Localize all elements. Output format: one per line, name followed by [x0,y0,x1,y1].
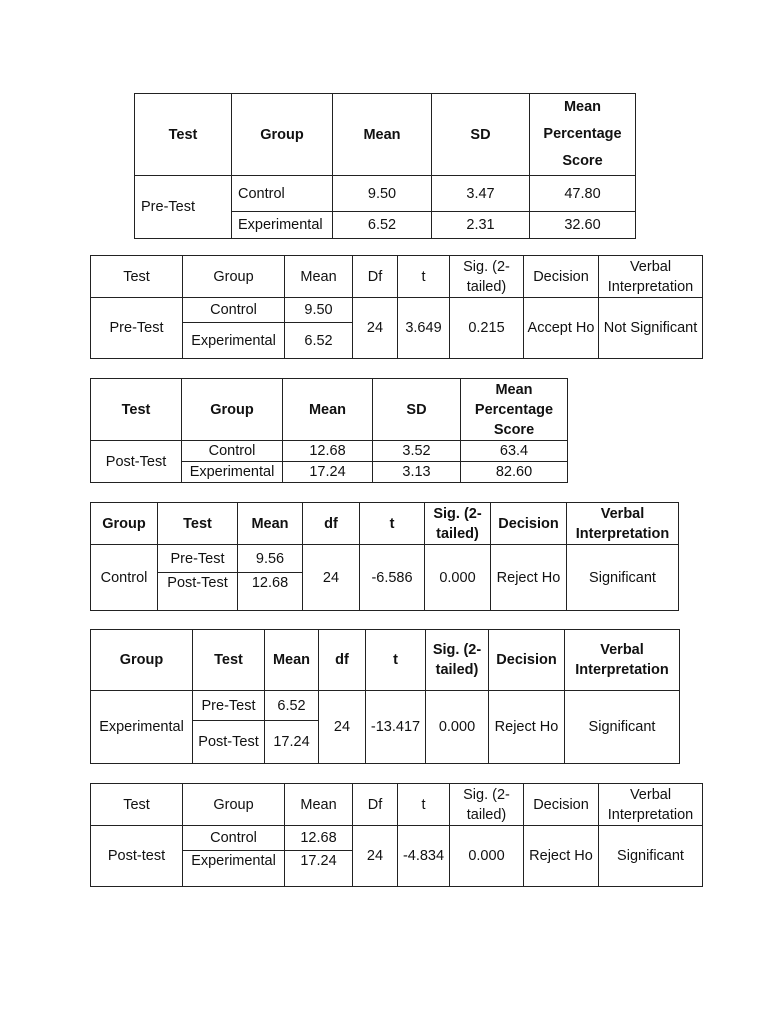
col-header-group: Group [232,94,333,176]
col-header-mean: Mean [285,256,353,298]
header-row [91,784,703,826]
col-header-group: Group [182,379,283,441]
test-cell: Pre-Test [91,298,183,359]
mean-cell: 9.50 [333,176,432,212]
interpretation-cell: Not Significant [599,298,703,359]
col-header-group: Group [91,503,158,545]
col-header-mean: Mean [333,94,432,176]
table-row [91,826,703,851]
mean-cell: 6.52 [333,212,432,239]
col-header-test: Test [91,379,182,441]
mean-cell: 12.68 [238,573,303,611]
mean-cell: 12.68 [283,441,373,462]
experimental-ttest-table [90,629,680,764]
sig-cell: 0.000 [426,691,489,764]
decision-cell: Reject Ho [489,691,565,764]
col-header-interpretation: Verbal Interpretation [565,630,680,691]
mean-cell: 17.24 [265,721,319,764]
col-header-mean: Mean [283,379,373,441]
col-header-interpretation: Verbal Interpretation [567,503,679,545]
mean-cell: 17.24 [285,851,353,887]
df-cell: 24 [353,298,398,359]
pretest-descriptive-table [134,93,636,239]
col-header-t: t [398,784,450,826]
df-cell: 24 [303,545,360,611]
group-cell: Experimental [232,212,333,239]
col-header-decision: Decision [489,630,565,691]
col-header-mean: Mean [265,630,319,691]
col-header-interpretation: Verbal Interpretation [599,784,703,826]
col-header-decision: Decision [491,503,567,545]
col-header-sd: SD [373,379,461,441]
sig-cell: 0.000 [425,545,491,611]
header-row [91,256,703,298]
sd-cell: 3.13 [373,462,461,483]
col-header-t: t [398,256,450,298]
col-header-test: Test [193,630,265,691]
col-header-sig: Sig. (2-tailed) [450,256,524,298]
col-header-t: t [360,503,425,545]
group-cell: Experimental [183,851,285,887]
mps-cell: 32.60 [530,212,636,239]
col-header-test: Test [91,784,183,826]
control-ttest-table [90,502,679,611]
decision-cell: Accept Ho [524,298,599,359]
col-header-mps: Mean Percentage Score [530,94,636,176]
group-cell: Experimental [183,323,285,359]
col-header-group: Group [91,630,193,691]
mean-cell: 17.24 [283,462,373,483]
col-header-test: Test [158,503,238,545]
interpretation-cell: Significant [565,691,680,764]
sd-cell: 3.47 [432,176,530,212]
col-header-df: Df [353,256,398,298]
col-header-test: Test [135,94,232,176]
test-cell: Post-Test [158,573,238,611]
interpretation-cell: Significant [599,826,703,887]
test-cell: Post-Test [91,441,182,483]
sd-cell: 2.31 [432,212,530,239]
mean-cell: 12.68 [285,826,353,851]
header-row [135,94,636,176]
col-header-test: Test [91,256,183,298]
group-cell: Control [183,826,285,851]
test-cell: Pre-Test [193,691,265,721]
df-cell: 24 [319,691,366,764]
col-header-decision: Decision [524,256,599,298]
t-cell: -13.417 [366,691,426,764]
t-cell: -4.834 [398,826,450,887]
col-header-df: Df [353,784,398,826]
group-cell: Control [232,176,333,212]
col-header-interpretation: Verbal Interpretation [599,256,703,298]
mean-cell: 6.52 [285,323,353,359]
mps-cell: 82.60 [461,462,568,483]
posttest-ttest-table [90,783,703,887]
header-row [91,379,568,441]
col-header-mean: Mean [285,784,353,826]
group-cell: Experimental [182,462,283,483]
table-row [91,298,703,323]
df-cell: 24 [353,826,398,887]
decision-cell: Reject Ho [491,545,567,611]
mean-cell: 9.56 [238,545,303,573]
col-header-sig: Sig. (2-tailed) [426,630,489,691]
col-header-mps: Mean Percentage Score [461,379,568,441]
col-header-mean: Mean [238,503,303,545]
test-cell: Post-Test [193,721,265,764]
table-row [91,441,568,462]
col-header-decision: Decision [524,784,599,826]
col-header-df: df [319,630,366,691]
mean-cell: 9.50 [285,298,353,323]
pretest-ttest-table [90,255,703,359]
header-row [91,630,680,691]
header-row [91,503,679,545]
sd-cell: 3.52 [373,441,461,462]
mps-cell: 47.80 [530,176,636,212]
col-header-sig: Sig. (2-tailed) [450,784,524,826]
interpretation-cell: Significant [567,545,679,611]
col-header-sd: SD [432,94,530,176]
t-cell: 3.649 [398,298,450,359]
col-header-group: Group [183,256,285,298]
group-cell: Experimental [91,691,193,764]
col-header-t: t [366,630,426,691]
test-cell: Pre-Test [158,545,238,573]
col-header-group: Group [183,784,285,826]
col-header-df: df [303,503,360,545]
group-cell: Control [182,441,283,462]
decision-cell: Reject Ho [524,826,599,887]
table-row [135,176,636,212]
mean-cell: 6.52 [265,691,319,721]
group-cell: Control [183,298,285,323]
t-cell: -6.586 [360,545,425,611]
test-cell: Post-test [91,826,183,887]
sig-cell: 0.000 [450,826,524,887]
mps-cell: 63.4 [461,441,568,462]
table-row [91,691,680,721]
table-row [91,545,679,573]
test-cell: Pre-Test [135,176,232,239]
posttest-descriptive-table [90,378,568,483]
group-cell: Control [91,545,158,611]
col-header-sig: Sig. (2-tailed) [425,503,491,545]
sig-cell: 0.215 [450,298,524,359]
